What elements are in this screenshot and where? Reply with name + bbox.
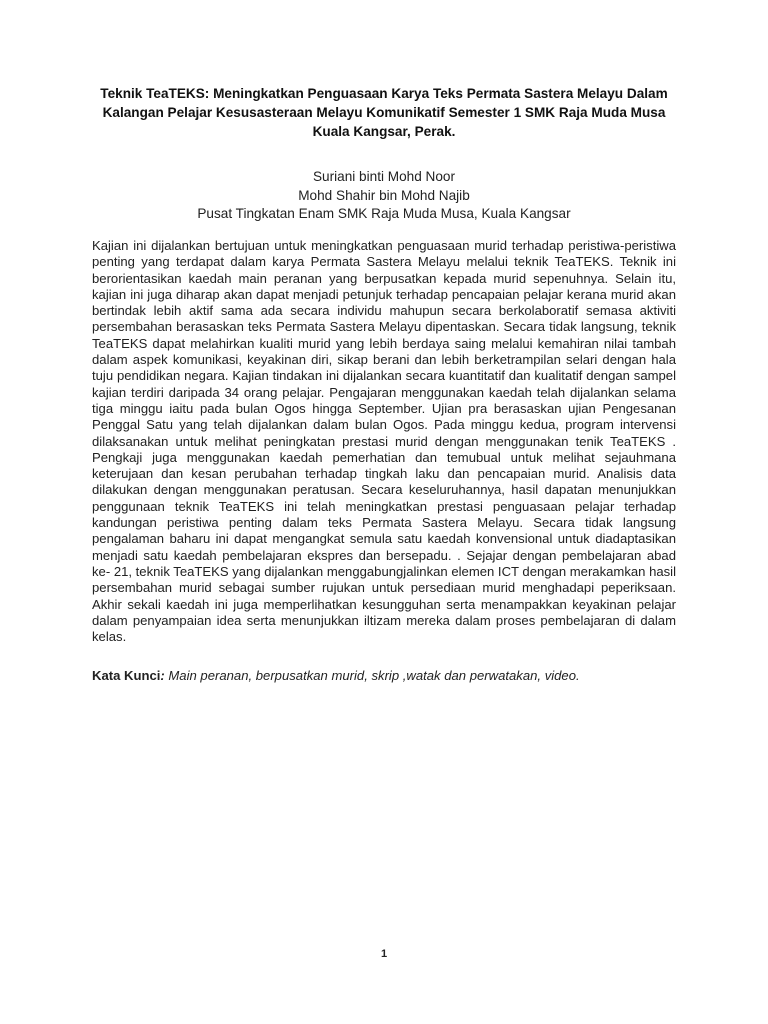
keywords-colon: : <box>160 668 165 683</box>
author-block <box>96 168 672 224</box>
keywords-text: Main peranan, berpusatkan murid, skrip ,watak dan perwatakan, video. <box>164 668 580 683</box>
keywords-line <box>92 667 676 684</box>
keywords-label: Kata Kunci <box>92 668 161 683</box>
paper-title: Teknik TeaTEKS: Meningkatkan Penguasaan Karya Teks Permata Sastera Melayu Dalam Kalangan Pelajar Kesusasteraan Melayu Komunikatif Semester 1 SMK Raja Muda Musa Kuala Kangsar, Perak. <box>100 86 668 139</box>
author-name: Mohd Shahir bin Mohd Najib <box>298 187 470 203</box>
page-number: 1 <box>380 948 388 960</box>
abstract-paragraph: Kajian ini dijalankan bertujuan untuk meningkatkan penguasaan murid terhadap peristiwa-peristiwa penting yang terdapat dalam karya Permata Sastera Melayu melalui teknik TeaTEKS. Teknik ini berorientasikan kaedah main peranan yang berpusatkan kepada murid sepenuhnya. Selain itu, kajian ini juga diharap akan dapat menjadi petunjuk terhadap pencapaian pelajar kerana murid akan bertindak lebih aktif sama ada secara individu mahupun secara berkolaboratif semasa aktiviti persembahan berasaskan teks Permata Sastera Melayu dipentaskan. Secara tidak langsung, teknik TeaTEKS dapat melahirkan kualiti murid yang lebih berdaya saing melalui kemahiran nilai tambah dalam aspek komunikasi, keyakinan diri, sikap berani dan lebih berketrampilan selari dengan hala tuju pendidikan negara. Kajian tindakan ini dijalankan secara kuantitatif dan kualitatif dengan sampel kajian terdiri daripada 34 orang pelajar. Pengajaran menggunakan kaedah telah dijalankan selama tiga minggu iaitu pada bulan Ogos hingga September. Ujian pra berasaskan ujian Pengesanan Penggal Satu yang telah dijalankan dalam bulan Ogos. Pada minggu kedua, program intervensi dilaksanakan untuk melihat peningkatan prestasi murid dengan menggunakan tenik TeaTEKS . Pengkaji juga menggunakan kaedah pemerhatian dan temubual untuk melihat sejauhmana keterujaan dan kesan perubahan terhadap tingkah laku dan pencapaian murid. Analisis data dilakukan dengan menggunakan peratusan. Secara keseluruhannya, hasil dapatan menunjukkan penggunaan teknik TeaTEKS ini telah meningkatkan prestasi penguasaan pelajar terhadap kandungan peristiwa penting dalam teks Permata Sastera Melayu. Secara tidak langsung pengalaman baharu ini dapat mengangkat semula satu kaedah konvensional untuk diadaptasikan menjadi satu kaedah pembelajaran ekspres dan bersepadu. . Sejajar dengan pembelajaran abad ke- 21, teknik TeaTEKS yang dijalankan menggabungjalinkan elemen ICT dengan merakamkan hasil persembahan murid sebagai sumber rujukan untuk persediaan murid menghadapi peperiksaan. Akhir sekali kaedah ini juga memperlihatkan kesungguhan serta menampakkan keyakinan pelajar dalam penyampaian idea serta menunjukkan iltizam mereka dalam proses pembelajaran di dalam kelas. <box>92 238 676 645</box>
author-name: Suriani binti Mohd Noor <box>312 169 456 184</box>
author-affiliation: Pusat Tingkatan Enam SMK Raja Muda Musa, Kuala Kangsar <box>197 206 571 221</box>
